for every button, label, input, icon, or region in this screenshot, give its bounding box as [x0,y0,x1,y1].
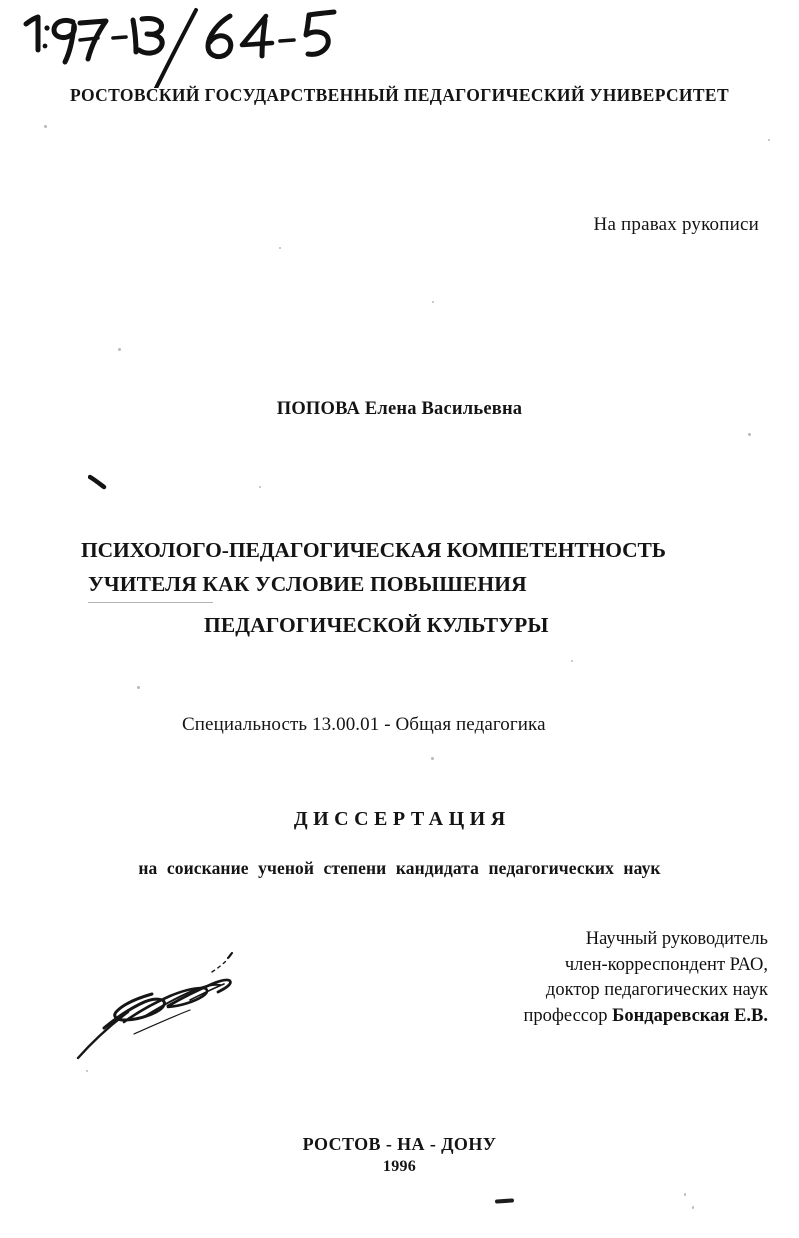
scan-speck [431,757,434,760]
specialty-code-line: Специальность 13.00.01 - Общая педагогика [182,714,546,735]
scan-speck [259,486,261,488]
scan-speck [571,660,573,662]
scan-speck [684,1193,686,1196]
stray-pen-mark [88,474,112,497]
author-name: ПОПОВА Елена Васильевна [276,399,523,419]
supervisor-membership: член-корреспондент РАО, [564,954,768,975]
publication-year: 1996 [382,1158,417,1175]
scan-speck [768,139,770,141]
dissertation-title-line-2: УЧИТЕЛЯ КАК УСЛОВИЕ ПОВЫШЕНИЯ [88,572,527,596]
bottom-ink-smudge [495,1198,514,1203]
handwritten-signature [72,948,302,1063]
scan-speck [118,348,121,351]
supervisor-name: Бондаревская Е.В. [612,1005,768,1026]
work-type-heading: ДИССЕРТАЦИЯ [293,808,511,830]
supervisor-name-line [524,1004,768,1030]
supervisor-block [524,927,768,1029]
supervisor-title: профессор [523,1005,613,1026]
scan-speck [86,1070,88,1072]
scan-speck [279,247,281,249]
scan-speck [137,686,140,689]
publication-city: РОСТОВ - НА - ДОНУ [302,1134,497,1154]
scan-speck [44,125,47,128]
manuscript-rights-note: На правах рукописи [593,214,759,235]
scan-underline-artifact [88,602,213,603]
supervisor-role: Научный руководитель [585,929,768,949]
degree-statement: на соискание ученой степени кандидата педагогических наук [138,858,661,878]
supervisor-degree: доктор педагогических наук [545,980,768,1000]
handwritten-call-number-annotation [18,6,348,88]
dissertation-title-line-1: ПСИХОЛОГО-ПЕДАГОГИЧЕСКАЯ КОМПЕТЕНТНОСТЬ [81,538,666,562]
university-name: РОСТОВСКИЙ ГОСУДАРСТВЕННЫЙ ПЕДАГОГИЧЕСКИЙ УНИВЕРСИТЕТ [70,85,729,105]
dissertation-title-line-3: ПЕДАГОГИЧЕСКОЙ КУЛЬТУРЫ [204,613,549,637]
scan-speck [692,1206,694,1209]
scan-speck [748,433,751,436]
scan-speck [432,301,434,303]
